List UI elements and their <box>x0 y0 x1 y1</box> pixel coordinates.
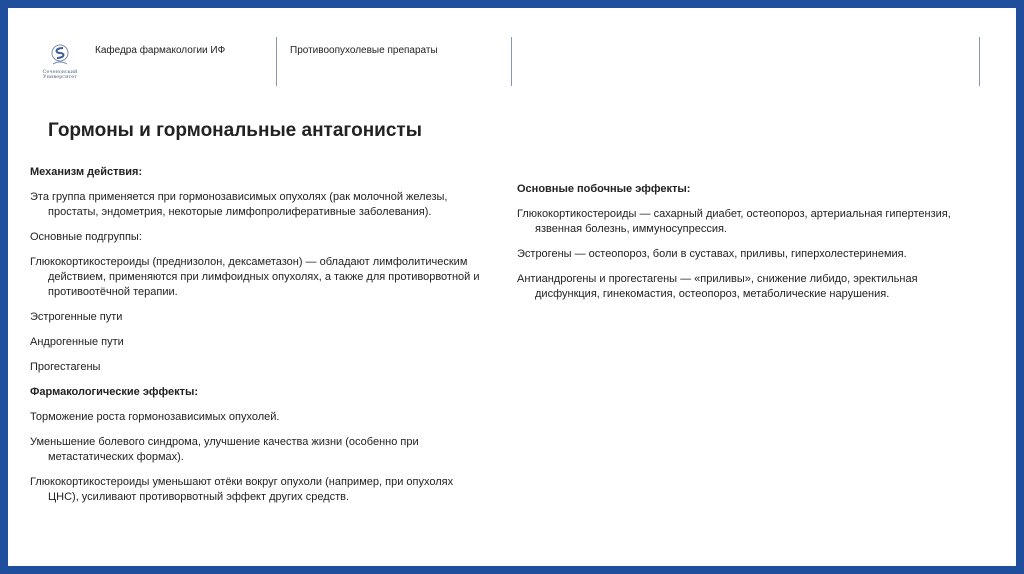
logo-text-line-2: Университет <box>43 74 77 80</box>
department-name: Кафедра фармакологии ИФ <box>95 45 226 56</box>
mechanism-text: Эта группа применяется при гормонозависимых опухолях (рак молочной железы, простаты, эндометрия, некоторые лимфопролиферативные заболевания). <box>30 191 448 218</box>
effect-item-1: Торможение роста гормонозависимых опухолей. <box>30 411 280 423</box>
university-logo <box>42 44 78 80</box>
side-effect-item-3: Антиандрогены и прогестагены — «приливы», снижение либидо, эректильная дисфункция, гинекомастия, остеопороз, метаболические нарушения. <box>517 273 918 300</box>
left-column <box>30 165 480 515</box>
progestagens-item: Прогестагены <box>30 361 101 373</box>
effects-heading: Фармакологические эффекты: <box>30 386 199 398</box>
glucocorticoids-text: Глюкокортикостероиды (преднизолон, дексаметазон) — обладают лимфолитическим действием, применяются при лимфоидных опухолях, а также для противорвотной и противоотёчной терапии. <box>30 256 480 298</box>
side-effect-item-2: Эстрогены — остеопороз, боли в суставах, приливы, гиперхолестеринемия. <box>517 248 907 260</box>
logo-emblem-icon <box>49 44 71 70</box>
subgroups-heading: Основные подгруппы: <box>30 231 142 243</box>
androgen-item: Андрогенные пути <box>30 336 124 348</box>
mechanism-heading: Механизм действия: <box>30 166 143 178</box>
header-divider-2 <box>511 37 512 86</box>
header-divider-3 <box>979 37 980 86</box>
side-effects-heading: Основные побочные эффекты: <box>517 183 691 195</box>
right-column <box>517 182 979 312</box>
topic-name: Противоопухолевые препараты <box>290 45 438 56</box>
effect-item-3: Глюкокортикостероиды уменьшают отёки вокруг опухоли (например, при опухолях ЦНС), усиливают противорвотный эффект других средств. <box>30 476 454 503</box>
effect-item-2: Уменьшение болевого синдрома, улучшение качества жизни (особенно при метастатических формах). <box>30 436 419 463</box>
slide <box>8 8 1016 566</box>
header-divider-1 <box>276 37 277 86</box>
estrogen-item: Эстрогенные пути <box>30 311 123 323</box>
side-effect-item-1: Глюкокортикостероиды — сахарный диабет, остеопороз, артериальная гипертензия, язвенная болезнь, иммуносупрессия. <box>517 208 951 235</box>
page-title: Гормоны и гормональные антагонисты <box>48 120 422 141</box>
logo-text-line-1: Сеченовский <box>42 69 78 75</box>
